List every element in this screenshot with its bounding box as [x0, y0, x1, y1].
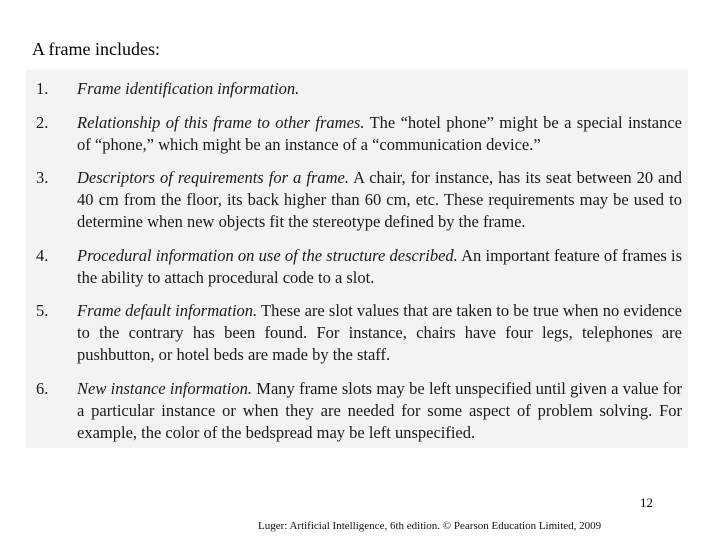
item-lead: Procedural information on use of the structure described. [77, 246, 458, 265]
item-number: 2. [36, 113, 49, 132]
item-number: 5. [36, 301, 49, 320]
item-lead: New instance information. [77, 379, 252, 398]
item-number: 3. [36, 168, 49, 187]
item-number: 4. [36, 246, 49, 265]
item-body: Many frame slots may be left unspecified until given a value for a particular instance or when they are needed for some aspect of problem solving. For example, the color of the bedspread may be left unspecified. [77, 379, 683, 442]
page-number: 12 [640, 495, 653, 510]
footer-citation: Luger: Artificial Intelligence, 6th edition. © Pearson Education Limited, 2009 [258, 520, 602, 532]
item-body: These are slot values that are taken to be true when no evidence to the contrary has been found. For instance, chairs have four legs, telephones are pushbutton, or hotel beds are made by the staff. [77, 301, 682, 364]
item-number: 6. [36, 379, 49, 398]
item-body: The “hotel phone” might be a special instance of “phone,” which might be an instance of a “communication device.” [77, 113, 683, 154]
item-lead: Frame default information. [77, 301, 258, 320]
item-lead: Relationship of this frame to other frames. [77, 113, 365, 132]
item-lead: Frame identification information. [77, 79, 300, 98]
item-number: 1. [36, 79, 49, 98]
item-body: A chair, for instance, has its seat between 20 and 40 cm from the floor, its back higher than 60 cm, etc. These requirements may be used to determine when new objects fit the stereotype defined by the frame. [77, 168, 683, 231]
item-body: An important feature of frames is the ability to attach procedural code to a slot. [77, 246, 682, 287]
frame-contents-list [26, 70, 688, 448]
item-lead: Descriptors of requirements for a frame. [77, 168, 349, 187]
slide-title: A frame includes: [32, 39, 160, 59]
